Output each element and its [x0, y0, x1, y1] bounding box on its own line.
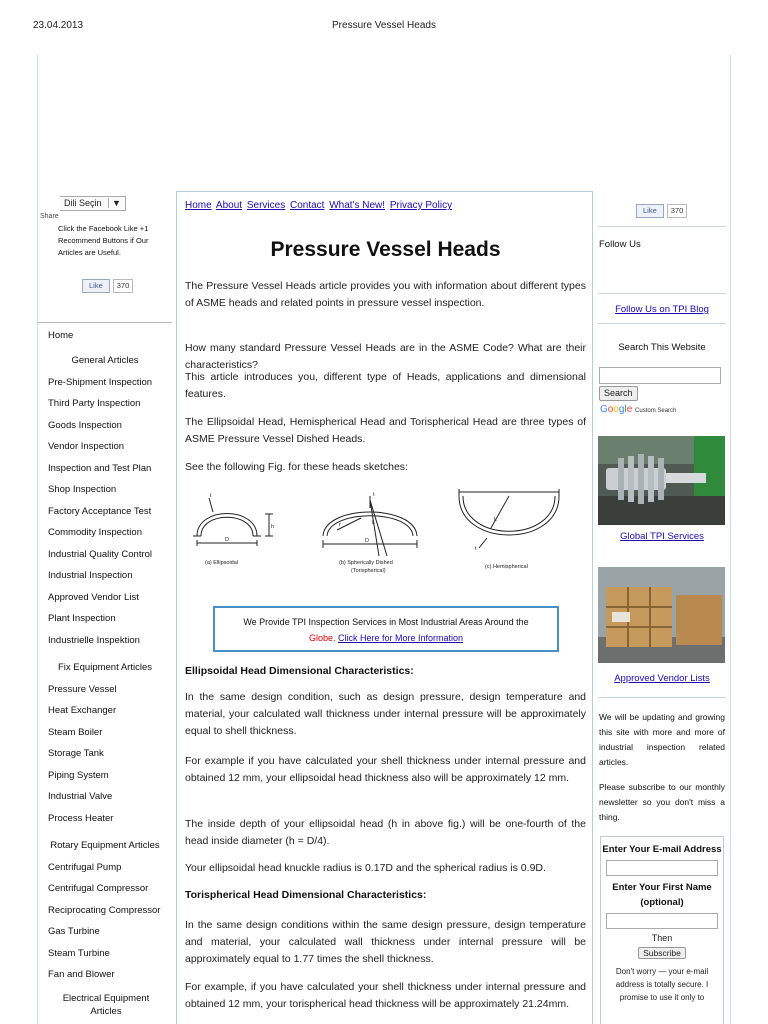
sidebar-item-fixed[interactable]: Piping System	[48, 769, 109, 781]
dim-label-t-b: t	[373, 492, 375, 498]
search-button[interactable]: Search	[599, 386, 638, 401]
figure-label-torispherical: (Torispherical)	[351, 568, 386, 574]
promo-text: We Provide TPI Inspection Services in Most Industrial Areas Around the	[243, 617, 529, 627]
sidebar-item-fixed[interactable]: Storage Tank	[48, 748, 104, 759]
intro-paragraph: The Pressure Vessel Heads article provides you with information about different types of ASME heads and related points in pressure vessel inspection.	[185, 280, 586, 309]
sidebar-item-home[interactable]: Home	[48, 330, 74, 341]
chevron-down-icon: ▼	[108, 198, 121, 208]
like-count-right: 370	[667, 204, 688, 218]
sidebar-item-general[interactable]: Goods Inspection	[48, 419, 122, 431]
dim-label-t: t	[210, 493, 212, 499]
sidebar-item-rotary[interactable]: Fan and Blower	[48, 969, 115, 980]
intro-paragraph-2: This article introduces you, different type of Heads, applications and dimensional features.	[185, 371, 586, 400]
page-title: Pressure Vessel Heads	[270, 238, 501, 261]
frame-right-border	[730, 55, 731, 1024]
divider	[598, 697, 726, 698]
first-name-label: Enter Your First Name (optional)	[612, 882, 712, 908]
print-title: Pressure Vessel Heads	[332, 20, 436, 31]
privacy-note: Don't worry — your e-mail address is totally secure. I promise to use it only to	[615, 967, 709, 1002]
sidebar-item-rotary[interactable]: Centrifugal Compressor	[48, 883, 149, 894]
ellipsoidal-paragraph-1: In the same design condition, such as design pressure, design temperature and material, your calculated wall thickness under internal pressure will be approximately equal to shell thickness.	[185, 691, 586, 737]
figure-label-ellipsoidal: (a) Ellipsoidal	[205, 560, 239, 566]
then-label: Then	[651, 933, 673, 943]
sidebar-item-general[interactable]: Pre-Shipment Inspection	[48, 376, 153, 388]
sidebar-item-fixed[interactable]: Industrial Valve	[48, 791, 113, 802]
main-content	[176, 191, 593, 1024]
promo-globe: Globe.	[308, 633, 336, 643]
figure-label-spherically-dished: (b) Spherically Dished	[339, 560, 393, 566]
language-select-label: Dili Seçin	[64, 198, 102, 208]
like-button-right[interactable]: Like	[636, 204, 664, 218]
figure-label-hemispherical: (c) Hemispherical	[485, 564, 528, 570]
torispherical-paragraph-1: In the same design conditions within the same design pressure, design temperature and material, your calculated wall thickness under internal pressure will be approximately equal to 1.77 times the shell thickness.	[185, 919, 586, 965]
search-input[interactable]	[599, 367, 721, 384]
turbine-rotor-image[interactable]	[598, 436, 725, 525]
email-label: Enter Your E-mail Address	[602, 844, 722, 855]
nav-link[interactable]: Services	[246, 200, 286, 211]
like-count: 370	[113, 279, 134, 293]
global-tpi-services-link[interactable]: Global TPI Services	[620, 531, 704, 542]
ellipsoidal-paragraph-4: Your ellipsoidal head knuckle radius is 0.17D and the spherical radius is 0.9D.	[185, 862, 546, 874]
sidebar-item-general[interactable]: Approved Vendor List	[48, 591, 139, 603]
heads-sketch-figure	[187, 488, 587, 580]
sidebar-item-general[interactable]: Commodity Inspection	[48, 527, 142, 538]
sidebar-heading-electrical: Electrical Equipment Articles	[62, 992, 150, 1017]
nav-link[interactable]: Home	[185, 200, 212, 211]
custom-search-label: Custom Search	[635, 408, 677, 414]
sidebar-heading-fixed: Fix Equipment Articles	[58, 662, 152, 673]
sidebar-item-general[interactable]: Plant Inspection	[48, 613, 116, 624]
newsletter-signup-box	[600, 836, 724, 1024]
like-button[interactable]: Like	[82, 279, 110, 293]
shipping-crates-image[interactable]	[598, 567, 725, 663]
sidebar-heading-general: General Articles	[71, 355, 139, 366]
dim-label-h: h	[271, 524, 275, 530]
sidebar-item-fixed[interactable]: Heat Exchanger	[48, 705, 117, 716]
facebook-like-widget-right[interactable]	[636, 204, 687, 218]
sidebar-item-general[interactable]: Industrial Inspection	[48, 570, 133, 581]
torispherical-paragraph-2: For example, if you have calculated your shell thickness under internal pressure and obtained 12 mm, your torispherical head thickness will be approximately 21.24mm.	[185, 981, 586, 1010]
sidebar-item-rotary[interactable]: Gas Turbine	[48, 926, 100, 937]
subscribe-button[interactable]: Subscribe	[638, 947, 686, 959]
facebook-like-widget[interactable]	[82, 279, 133, 293]
share-label[interactable]: Share	[40, 213, 59, 220]
sidebar-item-general[interactable]: Third Party Inspection	[48, 398, 141, 409]
sidebar-item-fixed[interactable]: Pressure Vessel	[48, 683, 117, 695]
print-date: 23.04.2013	[33, 20, 84, 31]
google-custom-search-logo: Google Custom Search	[600, 404, 677, 415]
nav-link[interactable]: Contact	[289, 200, 325, 211]
dim-label-d: D	[225, 537, 229, 543]
torispherical-section-heading: Torispherical Head Dimensional Characteristics:	[185, 889, 427, 901]
sidebar-item-general[interactable]: Industrial Quality Control	[48, 548, 153, 560]
follow-tpi-blog-link[interactable]: Follow Us on TPI Blog	[615, 304, 709, 315]
sidebar-nav	[48, 332, 172, 1018]
first-name-field[interactable]	[606, 913, 718, 929]
subscribe-note: Please subscribe to our monthly newsletter so you don't miss a thing.	[599, 782, 725, 822]
sidebar-item-general[interactable]: Vendor Inspection	[48, 441, 125, 452]
facebook-note: Click the Facebook Like +1 Recommend Buttons if Our Articles are Useful.	[58, 224, 149, 257]
sidebar-item-general[interactable]: Inspection and Test Plan	[48, 462, 152, 474]
ellipsoidal-section-heading: Ellipsoidal Head Dimensional Characteristics:	[185, 665, 414, 677]
question-paragraph: How many standard Pressure Vessel Heads are in the ASME Code? What are their characteristics?	[185, 342, 586, 371]
sidebar-item-general[interactable]: Industrielle Inspektion	[48, 634, 140, 646]
dim-label-d-b: D	[365, 538, 369, 544]
divider	[38, 322, 172, 323]
sidebar-item-general[interactable]: Shop Inspection	[48, 484, 117, 495]
dim-label-r: r	[339, 522, 341, 528]
approved-vendor-lists-link[interactable]: Approved Vendor Lists	[614, 673, 710, 684]
promo-more-info-link[interactable]: Click Here for More Information	[338, 633, 464, 643]
language-select[interactable]	[60, 196, 126, 211]
ellipsoidal-paragraph-3: The inside depth of your ellipsoidal head (h in above fig.) will be one-fourth of the head inside diameter (h = D/4).	[185, 818, 586, 847]
email-field[interactable]	[606, 860, 718, 876]
dim-label-l-c: L	[494, 517, 498, 523]
sidebar-item-rotary[interactable]: Centrifugal Pump	[48, 861, 122, 873]
top-nav	[185, 200, 454, 211]
updating-note: We will be updating and growing this site with more and more of industrial inspection related articles.	[599, 712, 725, 767]
nav-link[interactable]: About	[215, 200, 243, 211]
search-title: Search This Website	[618, 342, 706, 353]
sidebar-item-general[interactable]: Factory Acceptance Test	[48, 505, 152, 517]
types-paragraph: The Ellipsoidal Head, Hemispherical Head and Torispherical Head are three types of ASME Pressure Vessel Dished Heads.	[185, 416, 586, 445]
divider	[598, 226, 726, 227]
divider	[598, 323, 726, 324]
hemispherical-head-outline	[459, 496, 559, 535]
ellipsoidal-head-inner	[201, 517, 253, 536]
frame-left-border	[37, 55, 38, 1024]
dim-label-t-c: t	[475, 546, 477, 552]
tpi-services-promo	[213, 606, 559, 652]
sidebar-item-fixed[interactable]: Steam Boiler	[48, 726, 103, 738]
follow-us-label: Follow Us	[599, 239, 641, 250]
divider	[598, 293, 726, 294]
sidebar-heading-rotary: Rotary Equipment Articles	[50, 840, 160, 851]
ellipsoidal-paragraph-2: For example if you have calculated your shell thickness under internal pressure and obtained 12 mm, your ellipsoidal head thickness also will be approximately 12 mm.	[185, 755, 586, 784]
sidebar-item-rotary[interactable]: Reciprocating Compressor	[48, 904, 161, 916]
nav-link[interactable]: Privacy Policy	[389, 200, 453, 211]
nav-link[interactable]: What's New!	[329, 200, 386, 211]
sidebar-item-rotary[interactable]: Steam Turbine	[48, 947, 110, 959]
figure-intro: See the following Fig. for these heads sketches:	[185, 461, 408, 473]
sidebar-item-fixed[interactable]: Process Heater	[48, 812, 114, 824]
dim-label-l: L	[372, 520, 376, 526]
